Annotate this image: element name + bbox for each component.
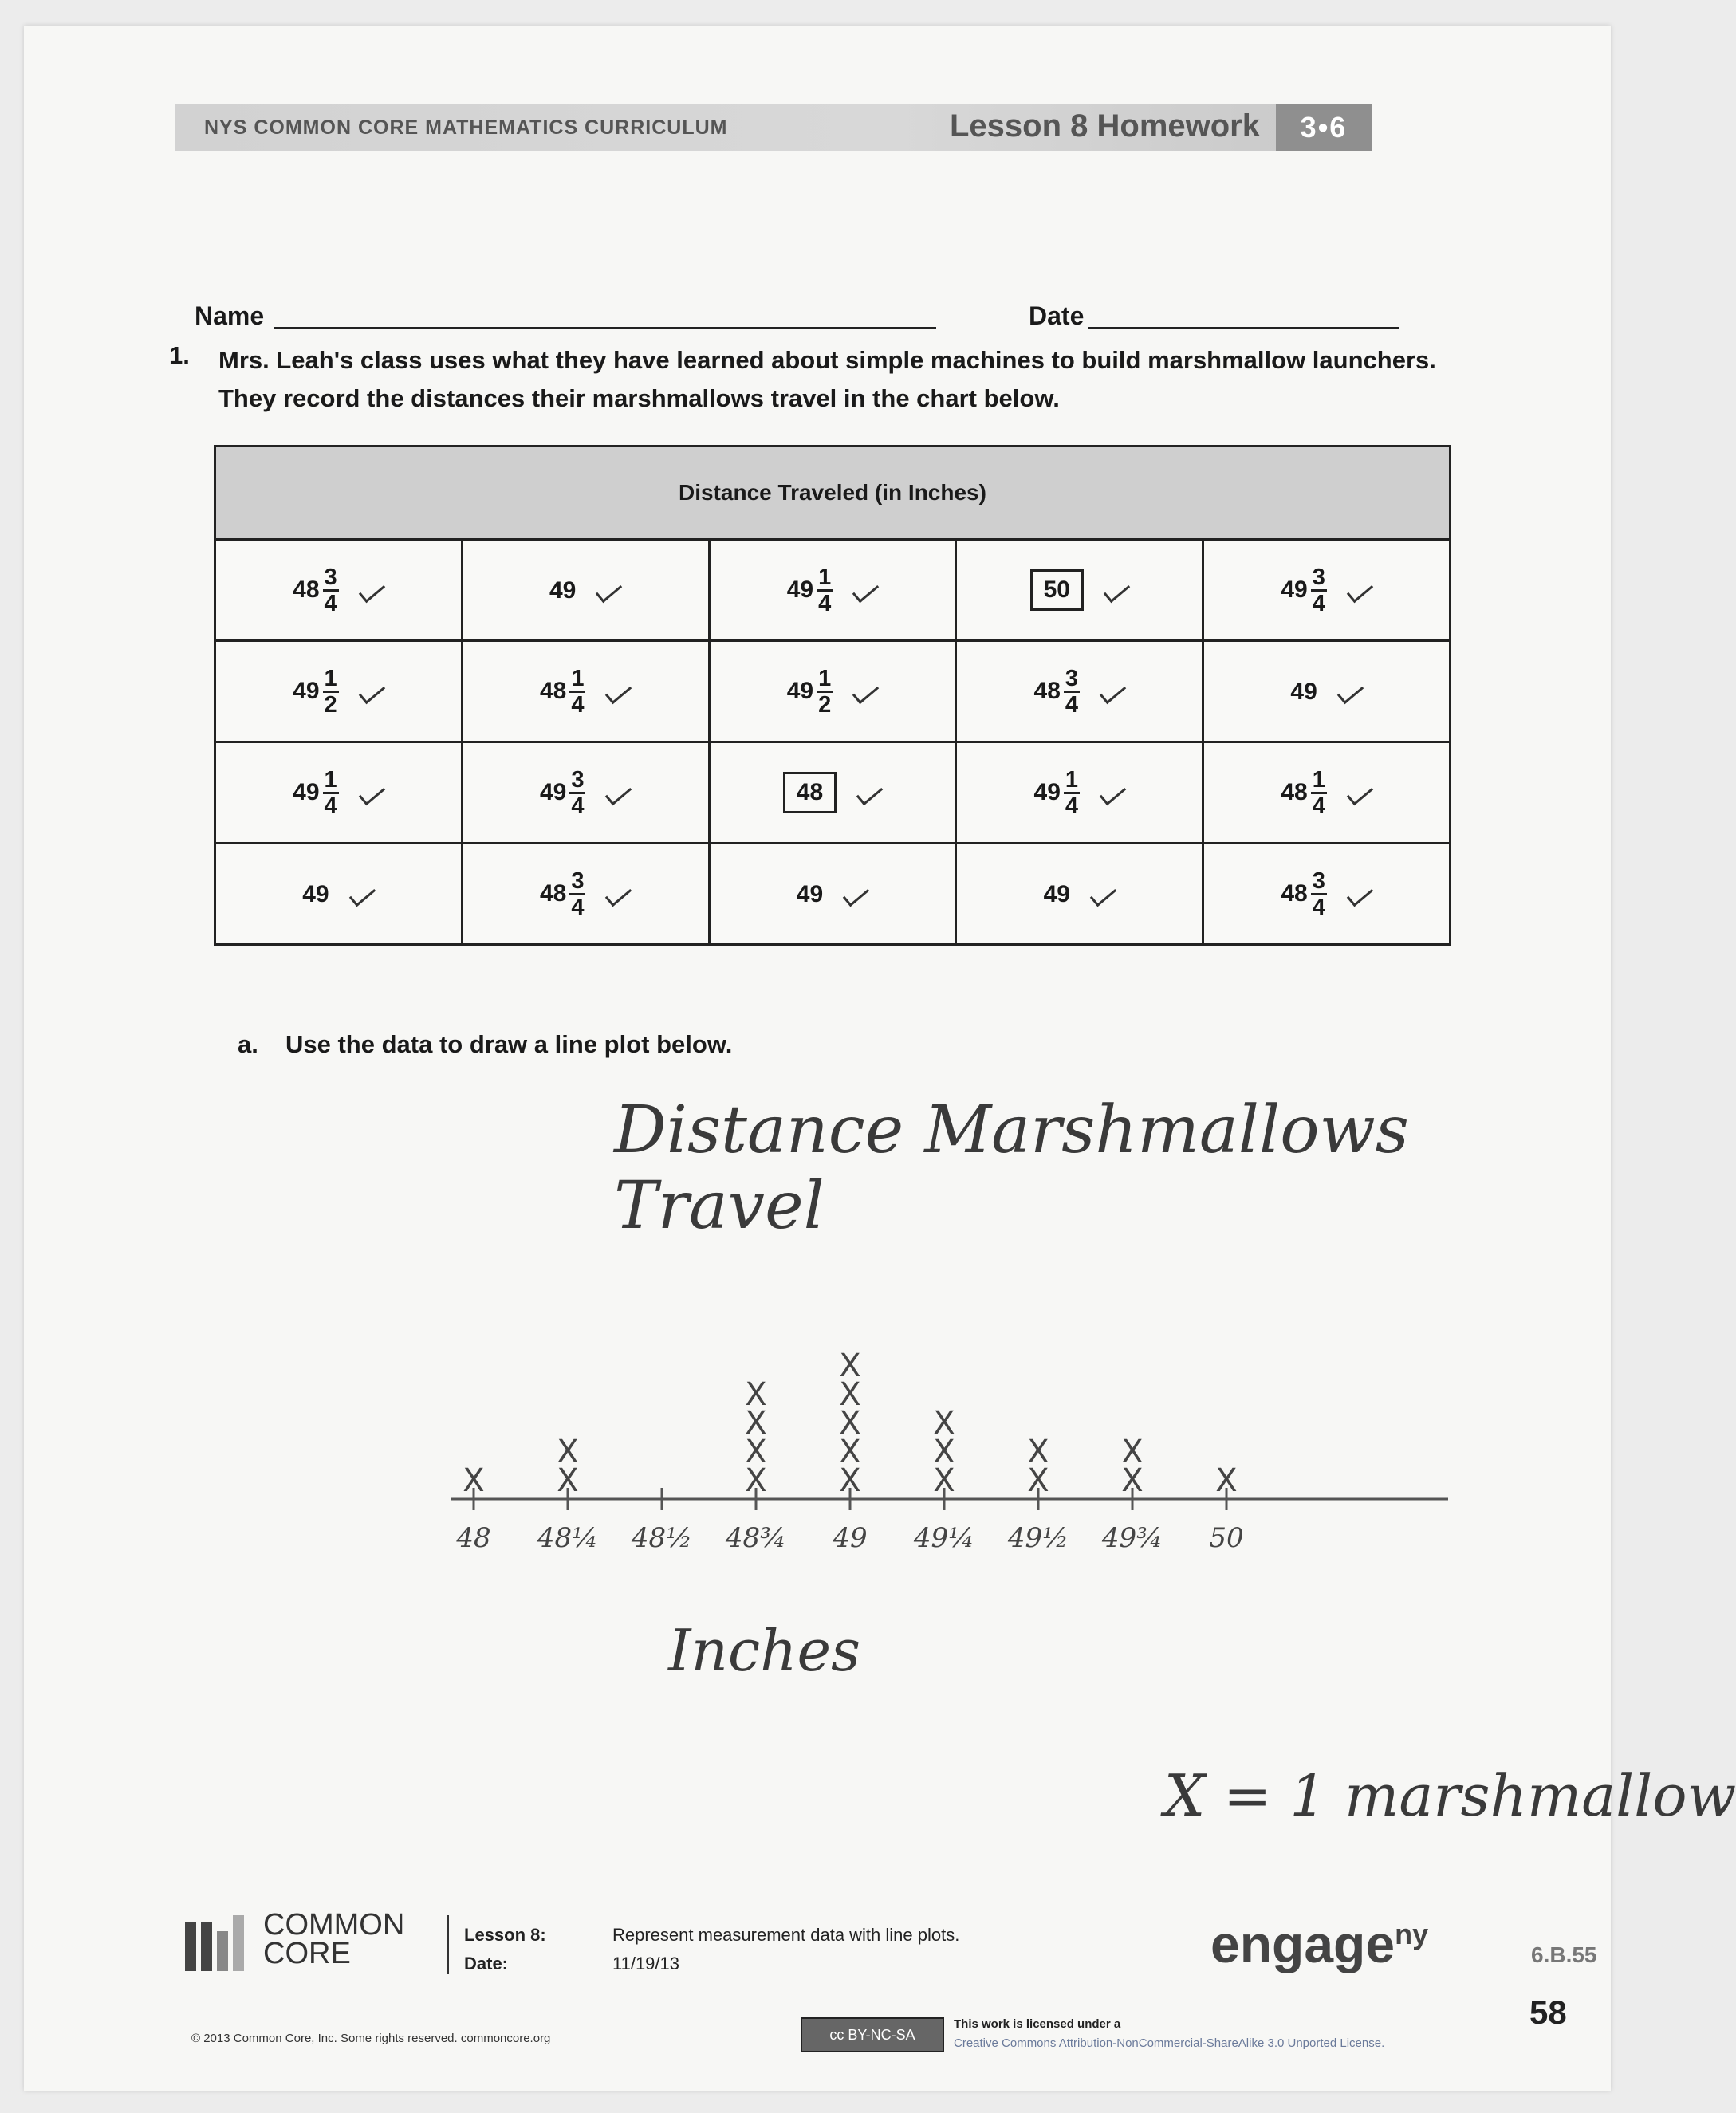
- copyright-text: © 2013 Common Core, Inc. Some rights reserved. commoncore.org: [191, 2032, 551, 2045]
- table-title: Distance Traveled (in Inches): [215, 447, 1451, 540]
- footer-divider: [447, 1915, 449, 1974]
- plot-x-mark: X: [1121, 1462, 1144, 1499]
- plot-tick-label: 50: [1209, 1522, 1244, 1554]
- denominator: 4: [818, 590, 832, 616]
- numerator: 3: [571, 766, 585, 793]
- denominator: 4: [571, 691, 585, 718]
- plot-x-mark: X: [839, 1405, 861, 1442]
- part-a-text: Use the data to draw a line plot below.: [285, 1030, 733, 1058]
- brand-text: engage: [1210, 1914, 1395, 1973]
- plot-x-mark: X: [933, 1462, 955, 1499]
- question-line-1: Mrs. Leah's class uses what they have learned about simple machines to build marshmallow launchers.: [218, 346, 1436, 374]
- numerator: 1: [818, 564, 832, 590]
- license-link[interactable]: Creative Commons Attribution-NonCommercial-ShareAlike 3.0 Unported License.: [954, 2036, 1385, 2050]
- numerator: 3: [324, 564, 337, 590]
- part-a-label: a.: [238, 1030, 258, 1058]
- plot-tick-label: 49¾: [1101, 1522, 1163, 1554]
- plot-x-mark: X: [557, 1434, 579, 1470]
- plot-x-mark: X: [839, 1348, 861, 1384]
- numerator: 3: [571, 868, 585, 894]
- whole-number: 48: [1033, 678, 1061, 704]
- whole-number: 48: [783, 772, 837, 813]
- plot-x-mark: X: [933, 1405, 955, 1442]
- numerator: 3: [1312, 868, 1325, 894]
- whole-number: 49: [786, 576, 814, 603]
- plot-x-mark: X: [557, 1462, 579, 1499]
- plot-tick-label: 48: [456, 1522, 491, 1554]
- footer-lesson-label: Lesson 8:: [464, 1925, 546, 1945]
- numerator: 3: [1312, 564, 1325, 590]
- footer-lesson-text: Represent measurement data with line plots.: [612, 1925, 960, 1945]
- common-core-logo-icon: [185, 1915, 257, 1971]
- numerator: 1: [324, 766, 337, 793]
- footer-date-text: 11/19/13: [612, 1954, 680, 1973]
- whole-number: 48: [539, 880, 567, 907]
- page-number: 58: [1529, 1993, 1567, 2031]
- plot-x-mark: X: [839, 1462, 861, 1499]
- logo-line-1: COMMON: [263, 1908, 405, 1942]
- question-number: 1.: [169, 341, 190, 369]
- whole-number: 49: [1281, 576, 1308, 603]
- numerator: 1: [1312, 766, 1325, 793]
- denominator: 2: [818, 691, 832, 718]
- plot-x-mark: X: [839, 1434, 861, 1470]
- plot-tick-label: 48½: [631, 1522, 693, 1554]
- plot-x-mark: X: [463, 1462, 485, 1499]
- denominator: 4: [1065, 691, 1079, 718]
- whole-number: 48: [293, 576, 320, 603]
- plot-x-mark: X: [745, 1405, 767, 1442]
- numerator: 1: [818, 665, 832, 691]
- curriculum-title: NYS COMMON CORE MATHEMATICS CURRICULUM: [204, 116, 728, 139]
- lesson-title: Lesson 8 Homework: [949, 108, 1260, 144]
- plot-x-mark: X: [933, 1434, 955, 1470]
- denominator: 4: [324, 590, 337, 616]
- plot-x-mark: X: [1027, 1434, 1049, 1470]
- whole-number: 49: [786, 678, 814, 704]
- whole-number: 48: [539, 678, 567, 704]
- whole-number: 49: [302, 880, 329, 907]
- plot-x-mark: X: [839, 1376, 861, 1413]
- numerator: 1: [324, 665, 337, 691]
- brand-sup: ny: [1395, 1918, 1429, 1950]
- name-label: Name: [195, 301, 265, 330]
- plot-tick-label: 49½: [1007, 1522, 1069, 1554]
- footer-date-label: Date:: [464, 1954, 509, 1973]
- plot-tick-label: 48¼: [537, 1522, 599, 1554]
- whole-number: 48: [1281, 880, 1308, 907]
- plot-x-mark: X: [1215, 1462, 1238, 1499]
- plot-x-mark: X: [1121, 1434, 1144, 1470]
- whole-number: 49: [796, 880, 824, 907]
- whole-number: 49: [1033, 779, 1061, 805]
- whole-number: 49: [1043, 880, 1070, 907]
- numerator: 1: [571, 665, 585, 691]
- cc-license-icon: cc BY-NC-SA: [801, 2017, 944, 2052]
- plot-tick-label: 48¾: [725, 1522, 787, 1554]
- numerator: 1: [1065, 766, 1079, 793]
- denominator: 4: [1312, 894, 1325, 920]
- plot-tick-label: 49: [833, 1522, 868, 1554]
- plot-x-mark: X: [1027, 1462, 1049, 1499]
- denominator: 2: [324, 691, 337, 718]
- date-label: Date: [1029, 301, 1085, 330]
- plot-title: Distance Marshmallows Travel: [614, 1092, 1409, 1244]
- denominator: 4: [1065, 793, 1079, 819]
- plot-x-mark: X: [745, 1376, 767, 1413]
- plot-tick-label: 49¼: [913, 1522, 975, 1554]
- whole-number: 50: [1030, 569, 1084, 611]
- question-line-2: They record the distances their marshmallows travel in the chart below.: [218, 384, 1060, 412]
- whole-number: 49: [293, 678, 320, 704]
- numerator: 3: [1065, 665, 1079, 691]
- whole-number: 49: [539, 779, 567, 805]
- license-line-1: This work is licensed under a: [954, 2017, 1121, 2031]
- engageny-logo: [1210, 1914, 1428, 1974]
- denominator: 4: [571, 793, 585, 819]
- plot-key: X = 1 marshmallow: [1164, 1762, 1736, 1829]
- plot-axis-label: Inches: [668, 1617, 861, 1684]
- plot-x-mark: X: [745, 1434, 767, 1470]
- whole-number: 49: [549, 576, 577, 604]
- denominator: 4: [324, 793, 337, 819]
- denominator: 4: [1312, 793, 1325, 819]
- module-badge: 3•6: [1276, 104, 1372, 151]
- plot-x-mark: X: [745, 1462, 767, 1499]
- logo-line-2: CORE: [263, 1937, 351, 1970]
- whole-number: 49: [1290, 678, 1317, 705]
- page-code: 6.B.55: [1531, 1942, 1597, 1967]
- whole-number: 48: [1281, 779, 1308, 805]
- whole-number: 49: [293, 779, 320, 805]
- denominator: 4: [1312, 590, 1325, 616]
- common-core-wordmark: [263, 1910, 404, 1968]
- denominator: 4: [571, 894, 585, 920]
